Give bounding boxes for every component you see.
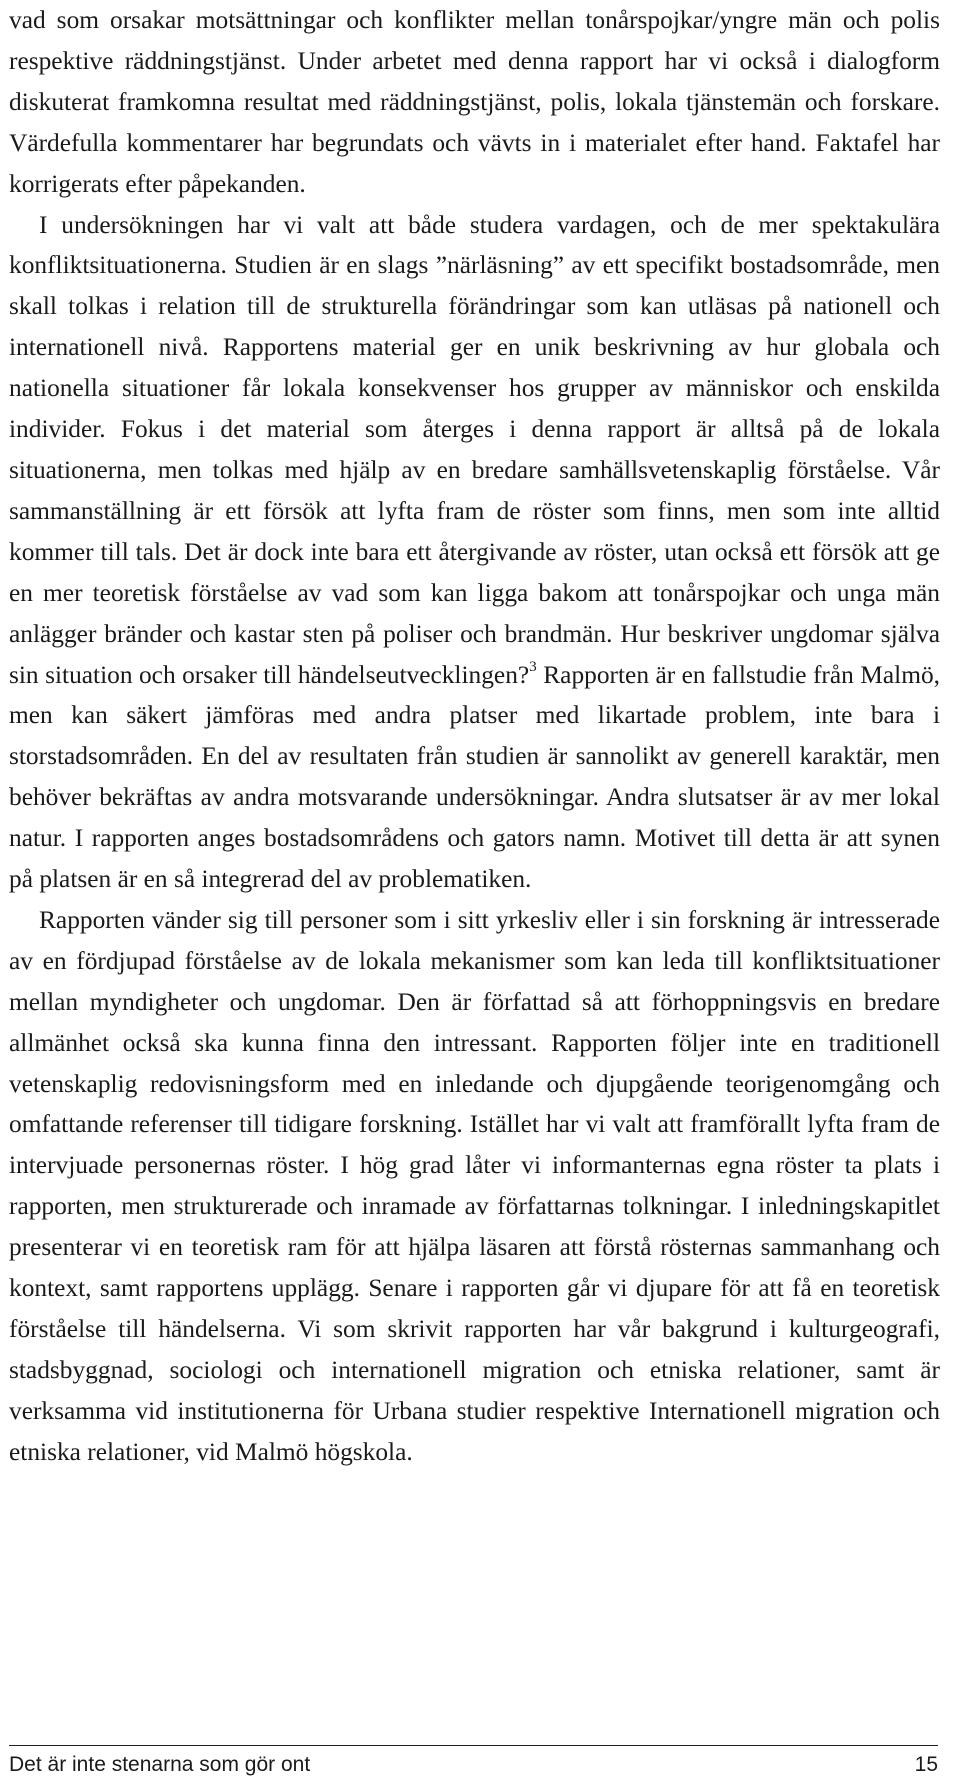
- paragraph-1: [9, 0, 940, 205]
- paragraph-2: [9, 205, 940, 900]
- paragraph-2-text-a: I undersökningen har vi valt att både studera vardagen, och de mer spektakulära konfliktsituationerna. Studien är en slags ”närläsning” av ett specifikt bostadsområde, men skall tolkas i relation till de strukturella förändringar som kan utläsas på nationell och internationell nivå. Rapportens material ger en unik beskrivning av hur globala och nationella situationer får lokala konsekvenser hos grupper av människor och enskilda individer. Fokus i det material som återges i denna rapport är alltså på de lokala situationerna, men tolkas med hjälp av en bredare samhällsvetenskaplig förståelse. Vår sammanställning är ett försök att lyfta fram de röster som finns, men som inte alltid kommer till tals. Det är dock inte bara ett återgivande av röster, utan också ett försök att ge en mer teoretisk förståelse av vad som kan ligga bakom att tonårspojkar och unga män anlägger bränder och kastar sten på poliser och brandmän. Hur beskriver ungdomar själva sin situation och orsaker till händelseutvecklingen?: [9, 210, 940, 689]
- page-footer: [9, 1750, 938, 1780]
- body-text: [9, 0, 940, 1473]
- footnote-reference[interactable]: 3: [529, 657, 537, 675]
- footer-rule: [9, 1745, 938, 1746]
- paragraph-3-text: Rapporten vänder sig till personer som i sitt yrkesliv eller i sin forskning är intresserade av en fördjupad förståelse av de lokala mekanismer som kan leda till konfliktsituationer mellan myndigheter och ungdomar. Den är författad så att förhoppningsvis en bredare allmänhet också ska kunna finna den intressant. Rapporten följer inte en traditionell vetenskaplig redovisningsform med en inledande och djupgående teorigenomgång och omfattande referenser till tidigare forskning. Istället har vi valt att framförallt lyfta fram de intervjuade personernas röster. I hög grad låter vi informanternas egna röster ta plats i rapporten, men strukturerade och inramade av författarnas tolkningar. I inledningskapitlet presenterar vi en teoretisk ram för att hjälpa läsaren att förstå rösternas sammanhang och kontext, samt rapportens upplägg. Senare i rapporten går vi djupare för att få en teoretisk förståelse till händelserna. Vi som skrivit rapporten har vår bakgrund i kulturgeografi, stadsbyggnad, sociologi och internationell migration och etniska relationer, samt är verksamma vid institutionerna för Urbana studier respektive Internationell migration och etniska relationer, vid Malmö högskola.: [9, 905, 940, 1466]
- page-number: 15: [914, 1753, 938, 1776]
- paragraph-1-text: vad som orsakar motsättningar och konflikter mellan tonårspojkar/yngre män och polis respektive räddningstjänst. Under arbetet med denna rapport har vi också i dialogform diskuterat framkomna resultat med räddningstjänst, polis, lokala tjänstemän och forskare. Värdefulla kommentarer har begrundats och vävts in i materialet efter hand. Faktafel har korrigerats efter påpekanden.: [9, 6, 940, 198]
- running-title: Det är inte stenarna som gör ont: [9, 1753, 311, 1776]
- paragraph-3: [9, 900, 940, 1473]
- paragraph-2-text-b: Rapporten är en fallstudie från Malmö, men kan säkert jämföras med andra platser med likartade problem, inte bara i storstadsområden. En del av resultaten från studien är sannolikt av generell karaktär, men behöver bekräftas av andra motsvarande undersökningar. Andra slutsatser är av mer lokal natur. I rapporten anges bostadsområdens och gators namn. Motivet till detta är att synen på platsen är en så integrerad del av problematiken.: [9, 660, 940, 894]
